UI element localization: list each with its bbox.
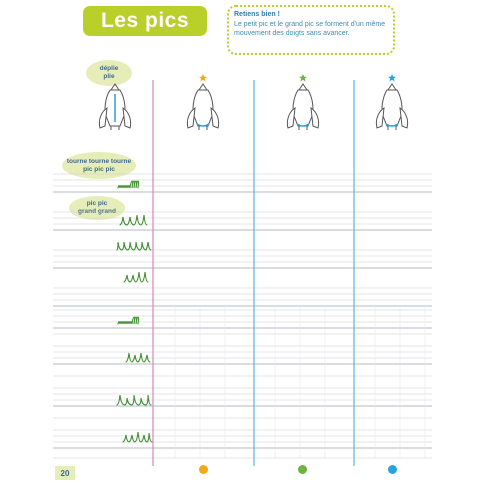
bubble-peak-line1: pic pic	[86, 200, 108, 207]
blue-dot-icon	[388, 465, 397, 474]
model-handwriting	[117, 181, 152, 442]
hands-illustration-3	[376, 84, 407, 130]
star-blue-icon	[388, 74, 396, 82]
grid-verticals	[175, 306, 425, 458]
bubble-peak-line2: grand grand	[78, 208, 116, 215]
page-title: Les pics	[83, 6, 207, 36]
model-small-loops-1	[118, 181, 139, 188]
star-orange-icon	[199, 74, 207, 82]
model-peaks-4	[126, 353, 150, 362]
model-peaks-6	[123, 432, 152, 442]
model-small-loops-2	[118, 317, 139, 324]
hands-illustration-model	[99, 84, 130, 130]
bubble-turn-line2: pic pic pic	[83, 165, 115, 173]
tip-text: Le petit pic et le grand pic se forment d'un même mouvement des doigts sans avancer.	[234, 21, 386, 37]
bubble-turn-line1: tourne tourne tourne	[66, 157, 132, 165]
orange-dot-icon	[199, 465, 208, 474]
model-peaks-2	[117, 242, 151, 250]
star-green-icon	[299, 74, 307, 82]
bubble-unfold-line1: déplie	[99, 65, 119, 72]
tip-title: Retiens bien !	[234, 11, 280, 18]
model-peaks-3	[124, 272, 148, 282]
hands-illustration-2	[287, 84, 318, 130]
bubble-unfold-line2: plie	[103, 73, 115, 80]
page-number: 20	[55, 466, 75, 480]
model-peaks-1	[120, 215, 147, 225]
hands-illustration-1	[187, 84, 218, 130]
green-dot-icon	[298, 465, 307, 474]
